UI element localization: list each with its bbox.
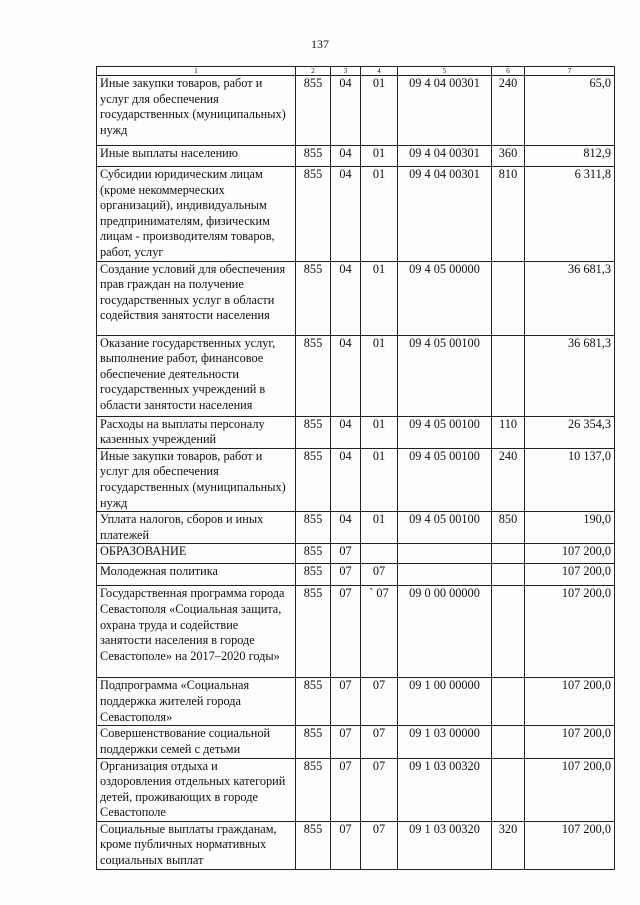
section-code: 07 (331, 821, 361, 869)
subsection-code (361, 544, 398, 564)
target-article-code: 09 4 05 00100 (398, 448, 492, 511)
section-code: 07 (331, 586, 361, 678)
column-number-row (97, 67, 615, 76)
subsection-code: ` 07 (361, 586, 398, 678)
section-code: 04 (331, 167, 361, 262)
expense-type-code (492, 335, 525, 416)
subsection-code: 01 (361, 335, 398, 416)
ministry-code: 855 (296, 544, 331, 564)
section-code: 04 (331, 76, 361, 146)
subsection-code: 07 (361, 758, 398, 821)
section-code: 04 (331, 512, 361, 544)
section-code: 07 (331, 678, 361, 726)
table-row (97, 416, 615, 448)
column-number: 3 (331, 67, 361, 76)
amount: 107 200,0 (525, 544, 615, 564)
subsection-code: 01 (361, 416, 398, 448)
target-article-code: 09 1 03 00000 (398, 726, 492, 758)
amount: 812,9 (525, 146, 615, 167)
table-row (97, 146, 615, 167)
amount: 36 681,3 (525, 335, 615, 416)
amount: 10 137,0 (525, 448, 615, 511)
amount: 190,0 (525, 512, 615, 544)
target-article-code: 09 4 04 00301 (398, 146, 492, 167)
row-name: Уплата налогов, сборов и иных платежей (97, 512, 296, 544)
section-code: 07 (331, 758, 361, 821)
ministry-code: 855 (296, 564, 331, 586)
expense-type-code: 110 (492, 416, 525, 448)
budget-table (96, 66, 615, 870)
expense-type-code (492, 564, 525, 586)
ministry-code: 855 (296, 261, 331, 335)
ministry-code: 855 (296, 758, 331, 821)
section-code: 07 (331, 544, 361, 564)
row-name: Совершенствование социальной поддержки семей с детьми (97, 726, 296, 758)
column-number: 1 (97, 67, 296, 76)
section-code: 04 (331, 335, 361, 416)
row-name: Государственная программа города Севастополя «Социальная защита, охрана труда и содействие занятости населения в городе Севастополе» на 2017–2020 годы» (97, 586, 296, 678)
subsection-code: 07 (361, 821, 398, 869)
ministry-code: 855 (296, 76, 331, 146)
table-row (97, 678, 615, 726)
expense-type-code: 240 (492, 448, 525, 511)
expense-type-code: 320 (492, 821, 525, 869)
page-number: 137 (311, 37, 329, 51)
section-code: 04 (331, 416, 361, 448)
ministry-code: 855 (296, 335, 331, 416)
amount: 26 354,3 (525, 416, 615, 448)
target-article-code (398, 544, 492, 564)
table-row (97, 564, 615, 586)
row-name: Иные закупки товаров, работ и услуг для обеспечения государственных (муниципальных) нужд (97, 448, 296, 511)
expense-type-code: 810 (492, 167, 525, 262)
amount: 65,0 (525, 76, 615, 146)
table-row (97, 76, 615, 146)
expense-type-code: 850 (492, 512, 525, 544)
table-row (97, 586, 615, 678)
target-article-code: 09 1 03 00320 (398, 821, 492, 869)
ministry-code: 855 (296, 146, 331, 167)
subsection-code: 01 (361, 76, 398, 146)
ministry-code: 855 (296, 448, 331, 511)
row-name: Оказание государственных услуг, выполнение работ, финансовое обеспечение деятельности государственных учреждений в области занятости населения (97, 335, 296, 416)
expense-type-code (492, 758, 525, 821)
section-code: 07 (331, 726, 361, 758)
ministry-code: 855 (296, 512, 331, 544)
table-row (97, 821, 615, 869)
table-row (97, 261, 615, 335)
amount: 107 200,0 (525, 758, 615, 821)
ministry-code: 855 (296, 416, 331, 448)
subsection-code: 01 (361, 448, 398, 511)
column-number: 5 (398, 67, 492, 76)
table-row (97, 335, 615, 416)
table-row (97, 726, 615, 758)
row-name: Социальные выплаты гражданам, кроме публичных нормативных социальных выплат (97, 821, 296, 869)
row-name: Подпрограмма «Социальная поддержка жителей города Севастополя» (97, 678, 296, 726)
ministry-code: 855 (296, 678, 331, 726)
section-code: 04 (331, 146, 361, 167)
row-name: ОБРАЗОВАНИЕ (97, 544, 296, 564)
amount: 107 200,0 (525, 678, 615, 726)
amount: 107 200,0 (525, 821, 615, 869)
row-name: Иные закупки товаров, работ и услуг для обеспечения государственных (муниципальных) нужд (97, 76, 296, 146)
subsection-code: 07 (361, 564, 398, 586)
table-row (97, 512, 615, 544)
row-name: Субсидии юридическим лицам (кроме некоммерческих организаций), индивидуальным предпринимателям, физическим лицам - производителям товаров, работ, услуг (97, 167, 296, 262)
column-number: 7 (525, 67, 615, 76)
ministry-code: 855 (296, 586, 331, 678)
table-row (97, 448, 615, 511)
column-number: 2 (296, 67, 331, 76)
section-code: 07 (331, 564, 361, 586)
ministry-code: 855 (296, 726, 331, 758)
target-article-code: 09 4 04 00301 (398, 76, 492, 146)
subsection-code: 01 (361, 261, 398, 335)
row-name: Иные выплаты населению (97, 146, 296, 167)
amount: 107 200,0 (525, 564, 615, 586)
expense-type-code (492, 726, 525, 758)
column-number: 4 (361, 67, 398, 76)
row-name: Расходы на выплаты персоналу казенных учреждений (97, 416, 296, 448)
subsection-code: 01 (361, 167, 398, 262)
target-article-code: 09 1 00 00000 (398, 678, 492, 726)
amount: 6 311,8 (525, 167, 615, 262)
expense-type-code: 240 (492, 76, 525, 146)
expense-type-code (492, 586, 525, 678)
target-article-code: 09 4 05 00000 (398, 261, 492, 335)
table-row (97, 167, 615, 262)
subsection-code: 07 (361, 678, 398, 726)
expense-type-code (492, 544, 525, 564)
target-article-code: 09 4 05 00100 (398, 416, 492, 448)
expense-type-code (492, 678, 525, 726)
ministry-code: 855 (296, 167, 331, 262)
subsection-code: 01 (361, 146, 398, 167)
expense-type-code (492, 261, 525, 335)
subsection-code: 07 (361, 726, 398, 758)
section-code: 04 (331, 261, 361, 335)
column-number: 6 (492, 67, 525, 76)
row-name: Молодежная политика (97, 564, 296, 586)
amount: 107 200,0 (525, 586, 615, 678)
target-article-code: 09 4 05 00100 (398, 512, 492, 544)
subsection-code: 01 (361, 512, 398, 544)
table-row (97, 758, 615, 821)
expense-type-code: 360 (492, 146, 525, 167)
section-code: 04 (331, 448, 361, 511)
amount: 36 681,3 (525, 261, 615, 335)
target-article-code: 09 0 00 00000 (398, 586, 492, 678)
target-article-code: 09 4 05 00100 (398, 335, 492, 416)
target-article-code: 09 1 03 00320 (398, 758, 492, 821)
target-article-code (398, 564, 492, 586)
ministry-code: 855 (296, 821, 331, 869)
row-name: Создание условий для обеспечения прав граждан на получение государственных услуг в области содействия занятости населения (97, 261, 296, 335)
target-article-code: 09 4 04 00301 (398, 167, 492, 262)
table-row (97, 544, 615, 564)
row-name: Организация отдыха и оздоровления отдельных категорий детей, проживающих в городе Севастополе (97, 758, 296, 821)
amount: 107 200,0 (525, 726, 615, 758)
